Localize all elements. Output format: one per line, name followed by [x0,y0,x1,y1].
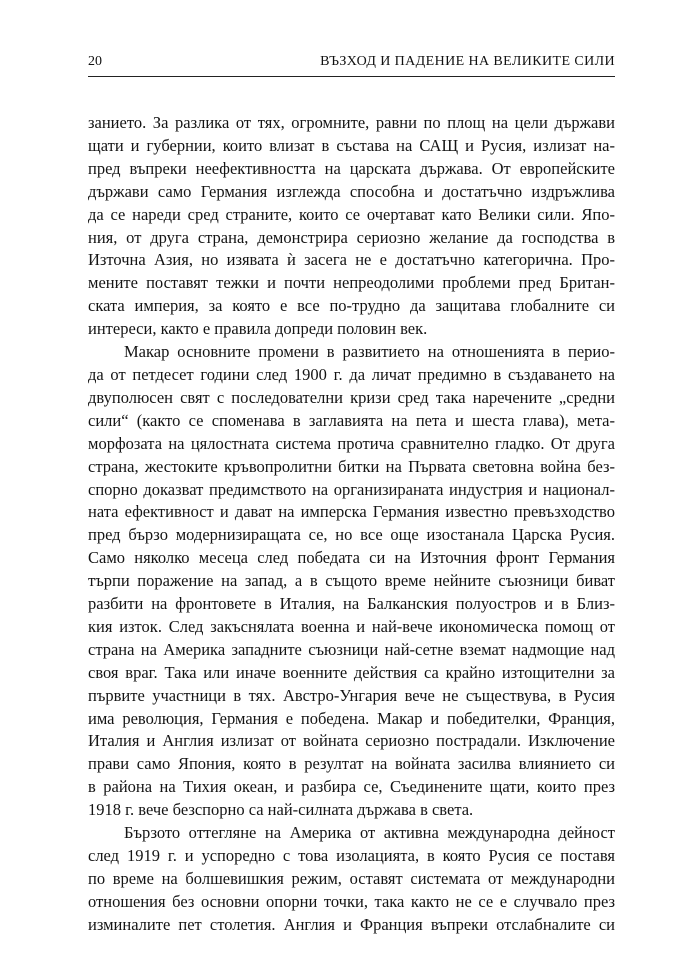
text-line: Само няколко месеца след победата си на Източния фронт Германия [88,548,615,568]
paragraph [88,341,615,822]
text-line: страна, жестоките кръвопролитни битки на Първата световна война без- [88,456,615,476]
text-line: отношения без основни опорни точки, така както не се е случвало през [88,891,615,911]
text-line: ната ефективност и дават на имперска Германия известно превъзходство [88,502,615,522]
text-line: да от петдесет години след 1900 г. да личат предимно в създаването на [88,364,615,384]
paragraph [88,112,615,341]
text-line: морфозата на цялостната система протича сравнително гладко. От друга [88,433,615,453]
text-line: прави само Япония, която в резултат на войната засилва влиянието си [88,754,615,774]
text-line: своя враг. Така или иначе военните действия са крайно изтощителни за [88,662,615,682]
text-line: Бързото оттегляне на Америка от активна международна дейност [124,823,615,843]
text-line: има революция, Германия е победена. Макар и победителки, Франция, [88,708,615,728]
text-line: първите участници в тях. Австро-Унгария вече не съществува, в Русия [88,685,615,705]
page-header [88,54,615,77]
text-line: търпи поражение на запад, а в същото време нейните съюзници биват [88,571,615,591]
text-line: мените поставят тежки и почти непреодолими проблеми пред Британ- [88,273,615,293]
text-line: пред въпреки неефективността на царската държава. От европейските [88,158,615,178]
text-line: държави само Германия изглежда способна и достатъчно издръжлива [88,181,615,201]
page-number: 20 [88,54,102,69]
text-line: ската империя, за която е все по-трудно да защитава глобалните си [88,296,615,316]
text-line: 1918 г. вече безспорно са най-силната държава в света. [88,800,474,820]
text-line: след 1919 г. и успоредно с това изолацията, в която Русия се поставя [88,846,615,865]
text-line: страна на Америка западните съюзници най-сетне вземат надмощие над [88,639,615,659]
body-text [88,112,615,937]
text-line: занието. За разлика от тях, огромните, равни по площ на цели държави [88,113,615,132]
text-line: Италия и Англия излизат от войната сериозно пострадали. Изключение [88,731,615,751]
text-line: Макар основните промени в развитието на отношенията в перио- [124,342,615,362]
text-line: щати и губернии, които влизат в състава на САЩ и Русия, излизат на- [88,135,615,155]
text-line: Източна Азия, но изявата ѝ засега не е достатъчно категорична. Про- [88,250,615,270]
text-line: кия изток. След закъснялата военна и най-вече икономическа помощ от [88,616,615,636]
paragraph [88,822,615,937]
text-line: в района на Тихия океан, и разбира се, Съединените щати, които през [88,777,615,797]
text-line: изминалите пет столетия. Англия и Франция въпреки отслабналите си [88,914,615,934]
text-line: да се нареди сред страните, които се очертават като Велики сили. Япо- [88,204,615,224]
text-line: пред бързо модернизиращата се, но все още изостанала Царска Русия. [88,525,615,545]
text-line: сили“ (както се споменава в заглавията на пета и шеста глава), мета- [88,410,615,430]
text-line: ния, от друга страна, демонстрира сериозно желание да господства в [88,227,615,247]
running-title: ВЪЗХОД И ПАДЕНИЕ НА ВЕЛИКИТЕ СИЛИ [320,54,615,69]
text-line: спорно доказват предимството на организираната индустрия и национал- [88,479,615,499]
text-line: по време на болшевишкия режим, оставят системата от международни [88,868,615,888]
text-line: двуполюсен свят с последователни кризи сред така наречените „средни [88,387,615,407]
text-line: интереси, както е правила допреди половин век. [88,319,428,339]
text-line: разбити на фронтовете в Италия, на Балканския полуостров и в Близ- [88,594,615,614]
